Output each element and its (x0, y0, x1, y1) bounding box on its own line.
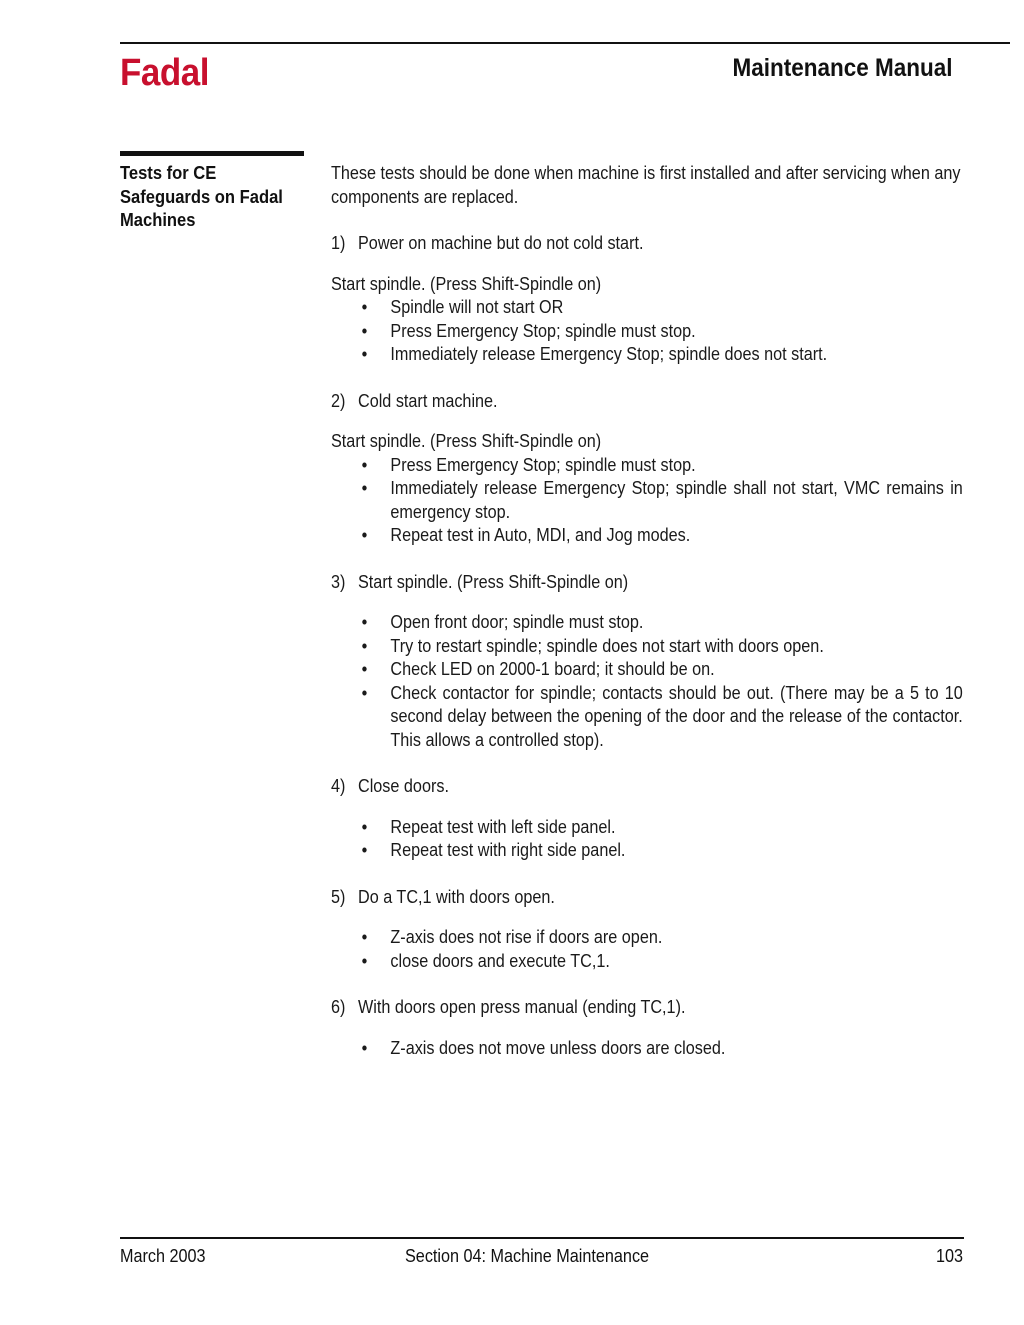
list-item: • Repeat test in Auto, MDI, and Jog modes. (331, 524, 963, 548)
step-number: 1) (331, 233, 346, 253)
bullet-icon: • (361, 525, 368, 545)
bullet-icon: • (361, 454, 368, 475)
list-item: • Open front door; spindle must stop. (331, 611, 963, 635)
list-item: • Press Emergency Stop; spindle must stop. (331, 454, 963, 478)
list-item: • Check contactor for spindle; contacts should be out. (There may be a 5 to 10 second delay between the opening of the door and the release of the contactor. This allows a controlled stop). (361, 682, 963, 750)
footer-section: Section 04: Machine Maintenance (405, 1246, 650, 1266)
step-1 (331, 232, 963, 256)
step-text: Start spindle. (Press Shift-Spindle on) (358, 571, 629, 592)
bullet-icon: • (361, 612, 368, 632)
bullet-icon: • (361, 635, 368, 656)
bullet-icon: • (361, 659, 368, 679)
step-6-bullets (331, 1037, 963, 1061)
list-item: • Z-axis does not move unless doors are closed. (331, 1037, 963, 1061)
step-3 (331, 571, 963, 595)
bullet-icon: • (361, 320, 368, 341)
bullet-icon: • (361, 478, 368, 498)
intro-paragraph: These tests should be done when machine is first installed and after servicing when any components are replaced. (331, 163, 961, 207)
list-item: • close doors and execute TC,1. (331, 950, 963, 974)
step-subheading: Start spindle. (Press Shift-Spindle on) (331, 273, 602, 294)
step-5-bullets (331, 926, 963, 973)
bullet-icon: • (361, 840, 368, 860)
step-6 (331, 996, 963, 1020)
list-item: • Try to restart spindle; spindle does not start with doors open. (331, 635, 963, 659)
step-text: Cold start machine. (358, 390, 498, 411)
step-number: 3) (331, 571, 346, 592)
bullet-icon: • (361, 682, 368, 703)
step-2 (331, 390, 963, 414)
step-text: Power on machine but do not cold start. (358, 233, 644, 253)
bullet-icon: • (361, 816, 368, 837)
step-number: 5) (331, 886, 346, 907)
manual-title: Maintenance Manual (731, 54, 952, 82)
main-content (331, 162, 963, 1060)
header-rule (120, 42, 1010, 44)
footer-date: March 2003 (120, 1246, 206, 1266)
step-5 (331, 886, 963, 910)
step-1-bullets (331, 296, 963, 367)
step-4-bullets (331, 816, 963, 863)
page-number: 103 (935, 1246, 963, 1266)
step-3-bullets (331, 611, 963, 752)
step-text: With doors open press manual (ending TC,1). (358, 997, 686, 1017)
list-item: • Immediately release Emergency Stop; spindle does not start. (331, 343, 963, 367)
list-item: • Check LED on 2000-1 board; it should be on. (331, 658, 963, 682)
bullet-icon: • (361, 950, 368, 971)
list-item: • Repeat test with left side panel. (331, 816, 963, 840)
section-heading: Tests for CE Safeguards on Fadal Machines (120, 163, 283, 230)
list-item: • Repeat test with right side panel. (331, 839, 963, 863)
list-item: • Z-axis does not rise if doors are open. (331, 926, 963, 950)
footer-rule (120, 1237, 964, 1239)
list-item: • Press Emergency Stop; spindle must stop. (331, 320, 963, 344)
step-number: 4) (331, 776, 346, 796)
step-number: 2) (331, 390, 346, 411)
step-4 (331, 775, 963, 799)
list-item: • Spindle will not start OR (331, 296, 963, 320)
fadal-logo: Fadal (120, 52, 210, 94)
bullet-icon: • (361, 344, 368, 364)
step-text: Do a TC,1 with doors open. (358, 886, 555, 907)
sidebar-rule (120, 151, 304, 156)
step-2-bullets (331, 454, 963, 548)
bullet-icon: • (361, 927, 368, 947)
step-subheading: Start spindle. (Press Shift-Spindle on) (331, 431, 602, 451)
list-item: • Immediately release Emergency Stop; spindle shall not start, VMC remains in emergency stop. (361, 478, 963, 522)
step-number: 6) (331, 997, 346, 1017)
step-text: Close doors. (358, 776, 449, 796)
bullet-icon: • (361, 1037, 368, 1058)
bullet-icon: • (361, 297, 368, 317)
